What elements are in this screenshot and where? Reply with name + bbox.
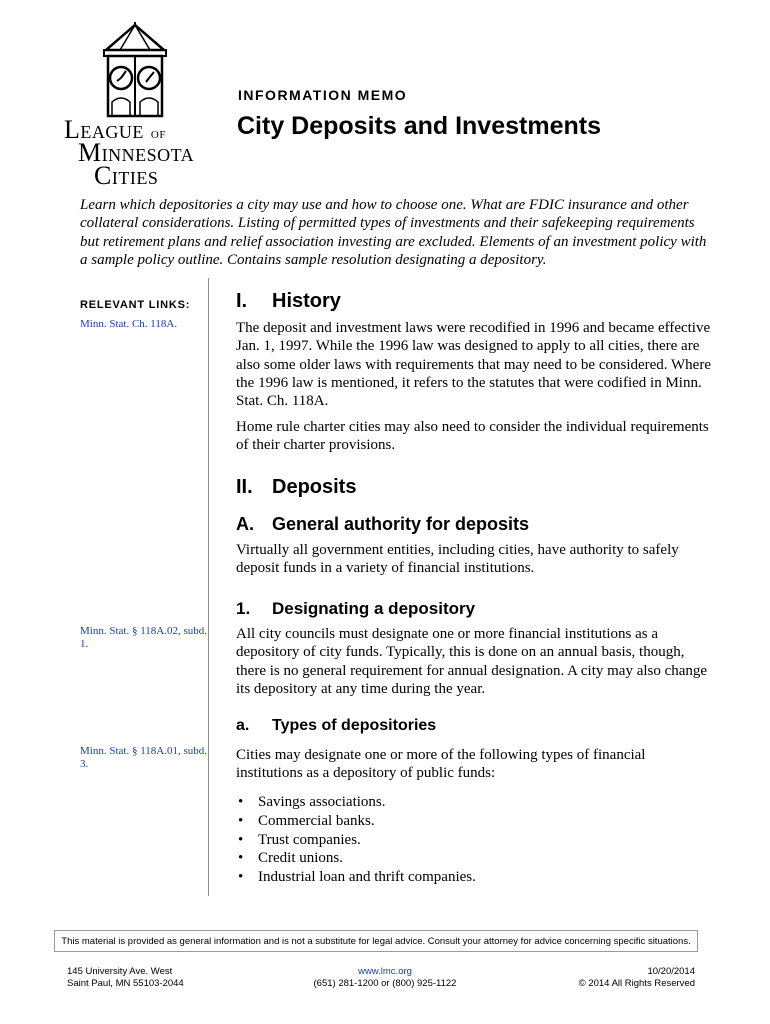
bullet-icon: • xyxy=(238,812,244,829)
bullet-icon: • xyxy=(238,794,244,810)
league-logo xyxy=(64,22,210,190)
footer-copyright: © 2014 All Rights Reserved xyxy=(578,978,695,989)
section-heading-deposits: II. Deposits xyxy=(236,476,357,498)
history-paragraph-2: Home rule charter cities may also need to consider the individual requirements of their charter provisions. xyxy=(236,419,709,454)
link-minn-stat-118a-02[interactable]: Minn. Stat. § 118A.02, subd. 1. xyxy=(80,625,208,650)
footer-address xyxy=(67,966,184,990)
intro-summary: Learn which depositories a city may use and how to choose one. What are FDIC insurance and other collateral considerations. Listing of permitted types of investments and their safekeeping requirements but retirement plans and relief association investing are excluded. Elements of an investment policy with a sample policy outline. Contains sample resolution designating a depository. xyxy=(80,197,707,268)
list-item: • Commercial banks. xyxy=(238,812,375,829)
history-paragraph-1: The deposit and investment laws were recodified in 1996 and became effective Jan. 1, 1997. While the 1996 law was designed to apply to all cities, there are also some older laws with requirements that may need to be considered. Where the 1996 law is mentioned, it refers to the statutes that were codified in Minn. Stat. Ch. 118A. xyxy=(236,320,711,410)
depository-types-list xyxy=(236,793,476,887)
general-authority-paragraph: Virtually all government entities, including cities, have authority to safely deposit funds in a variety of financial institutions. xyxy=(236,542,679,577)
footer-date-copyright xyxy=(545,966,695,990)
subsection-heading-general-authority: A. General authority for deposits xyxy=(236,514,530,534)
relevant-links-heading: RELEVANT LINKS: xyxy=(80,299,191,311)
logo-text-league: League of xyxy=(64,115,166,144)
footer-date: 10/20/2014 xyxy=(647,966,695,977)
subsection-heading-types: a. Types of depositories xyxy=(236,717,437,734)
footer-phone: (651) 281-1200 or (800) 925-1122 xyxy=(313,978,457,989)
footer-website-link[interactable]: www.lmc.org xyxy=(358,966,412,977)
designating-paragraph: All city councils must designate one or more financial institutions as a depository of city funds. Typically, this is done on an annual basis, though, there is no general requirement for annual designation. A city may also change its depository at any time during the year. xyxy=(236,626,708,697)
logo-text-minnesota: Minnesota xyxy=(78,138,195,167)
section-heading-history: I. History xyxy=(236,290,341,312)
list-item: • Savings associations. xyxy=(238,794,386,810)
link-minn-stat-118a-01[interactable]: Minn. Stat. § 118A.01, subd. 3. xyxy=(80,745,208,770)
list-item: • Trust companies. xyxy=(238,831,361,848)
list-item: • Credit unions. xyxy=(238,850,343,867)
column-divider xyxy=(208,278,209,896)
footer-address-line-2: Saint Paul, MN 55103-2044 xyxy=(67,978,184,989)
footer-address-line-1: 145 University Ave. West xyxy=(67,966,173,977)
bullet-icon: • xyxy=(238,831,244,848)
list-item: • Industrial loan and thrift companies. xyxy=(238,869,476,886)
memo-label: INFORMATION MEMO xyxy=(238,87,408,103)
clock-tower-icon xyxy=(90,22,180,118)
footer-contact xyxy=(285,966,485,990)
logo-text-cities: Cities xyxy=(94,161,159,190)
subsection-heading-designating: 1. Designating a depository xyxy=(236,599,476,618)
disclaimer-text: This material is provided as general information and is not a substitute for legal advice. Consult your attorney for advice concerning specific situations. xyxy=(61,935,691,947)
bullet-icon: • xyxy=(238,850,244,867)
types-paragraph: Cities may designate one or more of the following types of financial institutions as a depository of public funds: xyxy=(236,747,646,782)
page-title: City Deposits and Investments xyxy=(237,112,601,140)
link-minn-stat-ch-118a[interactable]: Minn. Stat. Ch. 118A. xyxy=(80,318,178,330)
bullet-icon: • xyxy=(238,869,244,886)
disclaimer-box xyxy=(54,930,698,952)
